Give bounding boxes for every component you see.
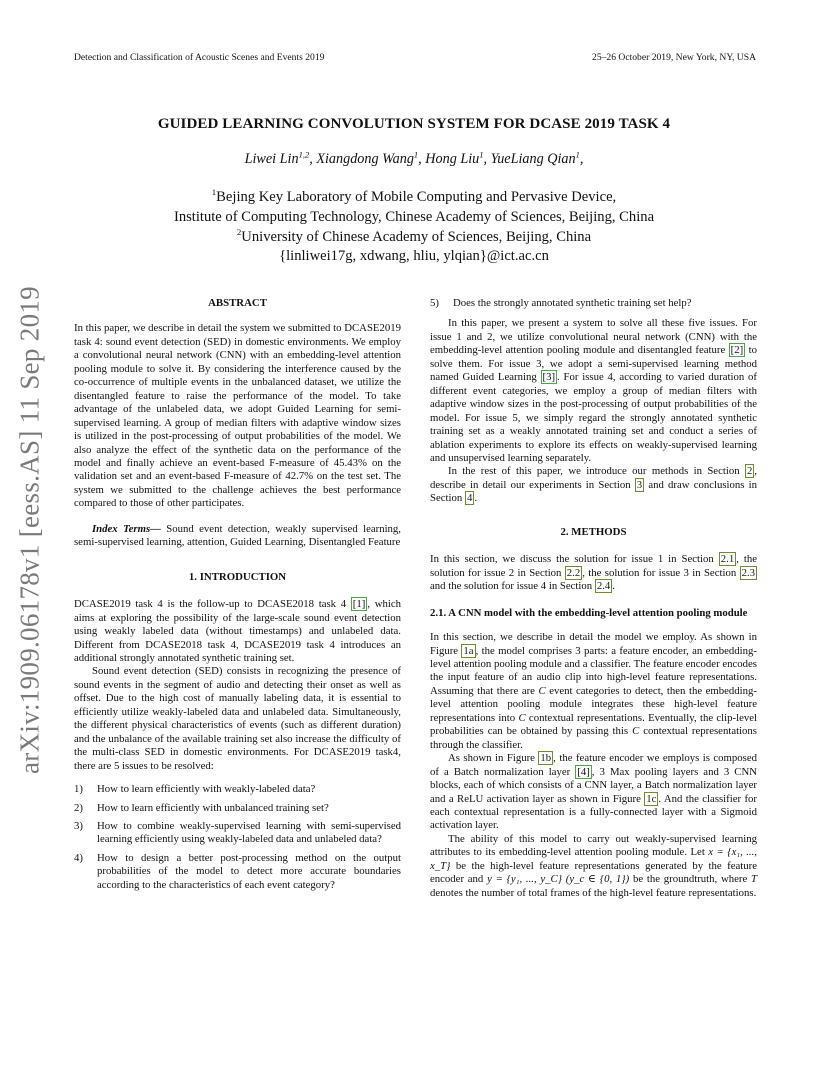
running-header-date: 25–26 October 2019, New York, NY, USA: [592, 52, 756, 63]
author: Hong Liu: [425, 151, 480, 167]
section-link[interactable]: 2.1: [720, 553, 735, 566]
citation-link[interactable]: [4]: [577, 765, 590, 778]
intro-paragraph-2: Sound event detection (SED) consists in recognizing the presence of sound events in the segment of audio and detecting their onset as well as offset. Due to the high cost of manually labeling data, it is essential to efficiently utilize weakly-labeled data and unlabeled data. Simultaneously, the different physical characteristics of events (such as different duration) and the unbalance of the available training set also increase the difficulty of the multi-class SED in domestic environments. For DCASE2019 task4, there are 5 issues to be resolved:: [74, 665, 401, 772]
index-terms-label: Index Terms—: [92, 522, 161, 535]
issue-item: [74, 851, 401, 892]
issue-item: [430, 297, 757, 310]
issue-number: 3): [74, 819, 83, 832]
math-symbol: C: [518, 711, 526, 724]
text-run: denotes the number of total frames of the high-level feature representations.: [430, 886, 757, 899]
author: Xiangdong Wang: [316, 151, 414, 167]
text-run: DCASE2019 task 4 is the follow-up to DCASE2018 task 4: [74, 598, 351, 611]
issue-number: 4): [74, 851, 83, 864]
text-run: contextual representations through the classifier.: [430, 725, 757, 751]
text-run: be the groundtruth, where: [629, 873, 751, 886]
affil-text: Bejing Key Laboratory of Mobile Computing and Pervasive Device,: [216, 189, 617, 205]
index-terms: [74, 523, 401, 550]
affil-mark: 1: [211, 187, 217, 198]
author-separator: ,: [483, 151, 491, 167]
issue-text: How to design a better post-processing method on the output probabilities of the model to detect more accurate boundaries according to the characteristics of each event category?: [97, 851, 401, 891]
text-run: to solve them. For issue 3, we adopt a semi-supervised learning method named Guided Learning: [430, 344, 757, 384]
section-link[interactable]: 4: [466, 492, 473, 505]
citation-link[interactable]: [1]: [352, 598, 366, 611]
text-run: In this section, we discuss the solution for issue 1 in Section: [430, 553, 719, 566]
text-run: . And the classifier for each contextual representation is a fully-connected layer with a Sigmoid activation layer.: [430, 792, 757, 832]
text-run: , the model comprises 3 parts: a feature encoder, an embedding-level attention pooling module and a classifier. The feature encoder encodes the input feature of an audio clip into high-level feature representations. Assuming that there are: [430, 644, 757, 697]
math-expression: y = {y₁, ..., y_C} (y_c ∈ {0, 1}): [487, 873, 630, 886]
methods-heading: 2. METHODS: [560, 525, 627, 538]
subsection-paragraph-3: [430, 833, 757, 900]
math-symbol: C: [538, 684, 546, 697]
math-expression: x = {x₁, ..., x_T}: [430, 846, 757, 872]
index-terms-text: Sound event detection, weakly supervised learning, semi-supervised learning, attention, Guided Learning, Disentangled Feature: [74, 522, 401, 549]
text-run: be the high-level feature representations generated by the feature encoder and: [430, 859, 757, 886]
intro-paragraph-3: [430, 317, 757, 465]
issue-list-continued: [430, 297, 757, 310]
text-run: As shown in Figure: [448, 752, 539, 765]
math-symbol: T: [751, 873, 757, 886]
issue-number: 5): [430, 297, 439, 309]
subsection-paragraph-1: [430, 631, 757, 752]
running-header-conference: Detection and Classification of Acoustic Scenes and Events 2019: [74, 52, 325, 63]
affil-mark: 2: [236, 226, 242, 237]
text-run: The ability of this model to carry out weakly-supervised learning attributes to its embedding-level attention pooling module. Let: [430, 832, 757, 859]
author-separator: ,: [309, 151, 317, 167]
affiliations: [0, 188, 828, 267]
text-run: In this section, we describe in detail the model we employ. As shown in Figure: [430, 631, 757, 657]
left-column: [74, 297, 401, 892]
author-separator: ,: [418, 151, 426, 167]
figure-link[interactable]: 1a: [463, 644, 474, 657]
intro-heading: 1. INTRODUCTION: [188, 570, 287, 583]
text-run: and the solution for issue 4 in Section: [430, 580, 595, 593]
affiliation-line-1: [0, 188, 828, 208]
issue-item: [74, 783, 401, 796]
text-run: , 3 Max pooling layers and 3 CNN blocks, each of which consists of a CNN layer, a Batch normalization layer and a ReLU activation layer as shown in Figure: [430, 765, 757, 805]
arxiv-identifier: arXiv:1909.06178v1 [eess.AS] 11 Sep 2019: [14, 286, 45, 774]
text-run: , describe in detail our experiments in Section: [430, 465, 757, 491]
issue-number: 1): [74, 783, 83, 796]
issue-text: How to combine weakly-supervised learning with semi-supervised learning efficiently using weakly-labeled data and unlabeled data?: [97, 819, 401, 846]
author-affil-mark: 1,2: [298, 149, 310, 160]
math-symbol: C: [632, 725, 640, 738]
paper-title: GUIDED LEARNING CONVOLUTION SYSTEM FOR DCASE 2019 TASK 4: [157, 116, 671, 132]
author: Liwei Lin: [244, 151, 299, 167]
figure-link[interactable]: 1b: [540, 752, 552, 765]
text-run: , which aims at exploring the possibility of the large-scale sound event detection using weakly labeled data (without timestamps) and unlabeled data. Different from DCASE2018 task 4, DCASE2019 task 4 introduces an additional strongly annotated synthetic training set.: [74, 598, 401, 664]
author-list: [0, 151, 828, 168]
affiliation-line-2: Institute of Computing Technology, Chinese Academy of Sciences, Beijing, China: [173, 208, 655, 225]
text-run: , the feature encoder we employs is composed of a Batch normalization layer: [430, 752, 757, 778]
section-link[interactable]: 2: [746, 465, 753, 478]
citation-link[interactable]: [2]: [730, 344, 744, 357]
intro-paragraph-1: [74, 598, 401, 665]
issue-text: How to learn efficiently with weakly-labeled data?: [97, 783, 316, 796]
affil-text: University of Chinese Academy of Sciences, Beijing, China: [241, 228, 592, 245]
text-run: event categories to detect, then the embedding-level attention pooling module integrates these high-level feature representations into: [430, 684, 757, 724]
text-run: , the solution for issue 2 in Section: [430, 553, 757, 579]
issue-text: How to learn efficiently with unbalanced training set?: [97, 801, 329, 814]
right-column: [430, 297, 757, 900]
subsection-heading: 2.1. A CNN model with the embedding-level attention pooling module: [430, 606, 748, 619]
text-run: .: [612, 580, 615, 593]
subsection-paragraph-2: [430, 752, 757, 833]
section-link[interactable]: 2.4: [596, 580, 611, 593]
text-run: contextual representations. Eventually, the clip-level probabilities can be obtained by passing this: [430, 711, 757, 738]
issue-list: [74, 783, 401, 892]
issue-item: [74, 801, 401, 815]
author: YueLiang Qian: [490, 151, 576, 167]
figure-link[interactable]: 1c: [646, 792, 657, 805]
issue-item: [74, 819, 401, 847]
arxiv-stamp: [13, 285, 47, 775]
citation-link[interactable]: [3]: [542, 371, 556, 384]
text-run: .: [474, 492, 477, 505]
section-link[interactable]: 3: [636, 478, 643, 491]
text-run: In the rest of this paper, we introduce our methods in Section: [448, 465, 745, 478]
issue-text: Does the strongly annotated synthetic training set help?: [453, 297, 692, 309]
author-affil-mark: 1: [575, 149, 580, 160]
intro-paragraph-4: [430, 465, 757, 505]
author-affil-mark: 1: [413, 149, 419, 160]
text-run: . For issue 4, according to varied duration of different event categories, we employ a group of median filters with adaptive window sizes in the post-processing of output probabilities of the model. For issue 5, we simply regard the strongly annotated synthetic training set as a weakly annotated training set and conduct a series of ablation experiments to explore its effects on weakly-supervised learning and unsupervised learning separately.: [430, 371, 757, 464]
author-emails: {linliwei17g, xdwang, hliu, ylqian}@ict.ac.cn: [279, 248, 549, 265]
issue-number: 2): [74, 801, 83, 814]
text-run: , the solution for issue 3 in Section: [582, 566, 740, 579]
section-link[interactable]: 2.2: [566, 566, 581, 579]
abstract-text: In this paper, we describe in detail the system we submitted to DCASE2019 task 4: sound event detection (SED) in domestic environments. We employ a convolutional neural network (CNN) with an embedding-level attention pooling module to solve it. By considering the interference caused by the co-occurrence of multiple events in the unbalanced dataset, we utilize the disentangled feature to raise the performance of the model. To take advantage of the unlabeled data, we adopt Guided Learning for semi-supervised learning. A group of median filters with adaptive window sizes is utilized in the post-processing of output probabilities of the model. We also analyze the effect of the synthetic data on the performance of the model and finally achieve an event-based F-measure of 45.43% on the validation set and an event-based F-measure of 42.7% on the test set. The system we submitted to the challenge achieves the best performance compared to those of other participates.: [74, 322, 401, 510]
text-run: and draw conclusions in Section: [430, 478, 757, 505]
affiliation-line-3: [0, 228, 828, 248]
methods-intro: [430, 553, 757, 593]
section-link[interactable]: 2.3: [741, 566, 755, 579]
author-affil-mark: 1: [479, 149, 484, 160]
author-separator: ,: [579, 151, 584, 167]
abstract-heading: ABSTRACT: [208, 297, 267, 309]
text-run: In this paper, we present a system to solve all these five issues. For issue 1 and 2, we utilize convolutional neural network (CNN) with the embedding-level attention pooling module and disentangled feature: [430, 317, 757, 357]
